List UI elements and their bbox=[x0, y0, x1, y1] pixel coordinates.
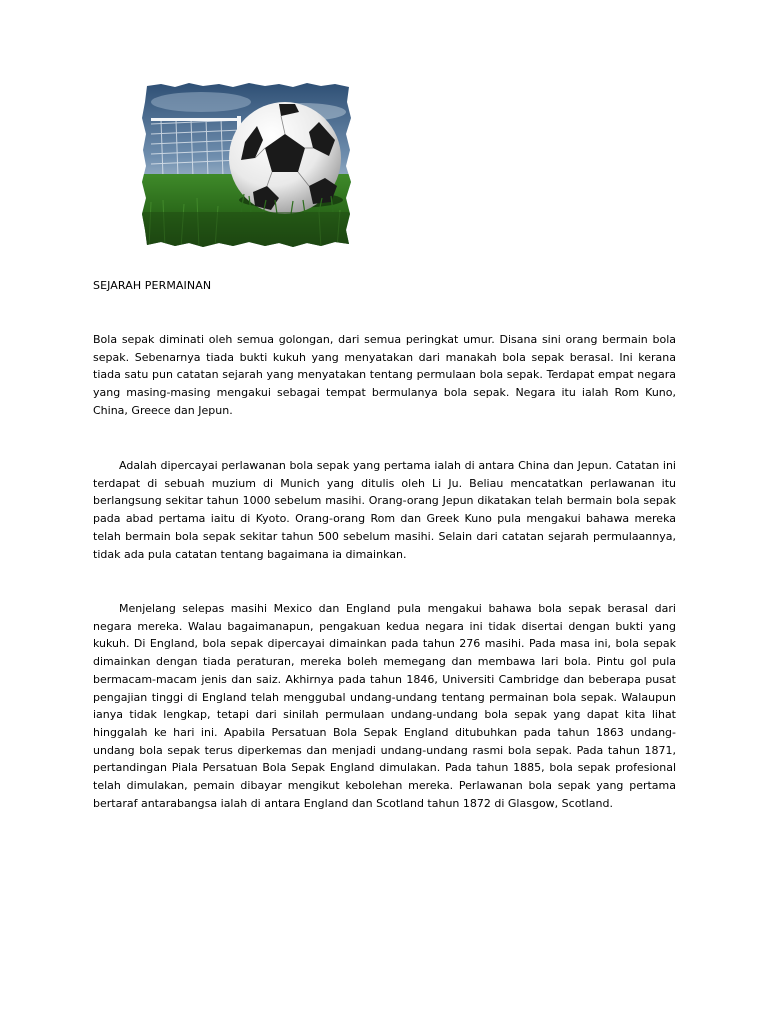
paragraph-china-japan: Adalah dipercayai perlawanan bola sepak yang pertama ialah di antara China dan Jepun. Catatan ini terdapat di sebuah muzium di Munich yang ditulis oleh Li Ju. Beliau mencatatkan perlawanan itu berlangsung sekitar tahun 1000 sebelum masihi. Orang-orang Jepun dikatakan telah bermain bola sepak pada abad pertama iaitu di Kyoto. Orang-orang Rom dan Greek Kuno pula mengakui bahawa mereka telah bermain bola sepak sekitar tahun 500 sebelum masihi. Selain dari catatan sejarah permulaannya, tidak ada pula catatan tentang bagaimana ia dimainkan. bbox=[93, 459, 676, 561]
paragraph-england-history: Menjelang selepas masihi Mexico dan England pula mengakui bahawa bola sepak berasal dari negara mereka. Walau bagaimanapun, pengakuan kedua negara ini tidak disertai dengan bukti yang kukuh. Di England, bola sepak dipercayai dimainkan pada tahun 276 masihi. Pada masa ini, bola sepak dimainkan dengan tiada peraturan, mereka boleh memegang dan membawa lari bola. Pintu gol pula bermacam-macam jenis dan saiz. Akhirnya pada tahun 1846, Universiti Cambridge dan beberapa pusat pengajian tinggi di England telah menggubal undang-undang tentang permainan bola sepak. Walaupun ianya tidak lengkap, tetapi dari sinilah permulaan undang-undang bola sepak yang dapat kita lihat hinggalah ke hari ini. Apabila Persatuan Bola Sepak England ditubuhkan pada tahun 1863 undang-undang bola sepak terus diperkemas dan menjadi undang-undang rasmi bola sepak. Pada tahun 1871, pertandingan Piala Persatuan Bola Sepak England dimulakan. Pada tahun 1885, bola sepak profesional telah dimulakan, pemain dibayar mengikut kebolehan mereka. Perlawanan bola sepak yang pertama bertaraf antarabangsa ialah di antara England dan Scotland tahun 1872 di Glasgow, Scotland. bbox=[93, 602, 676, 810]
paragraph-intro: Bola sepak diminati oleh semua golongan, dari semua peringkat umur. Disana sini orang bermain bola sepak. Sebenarnya tiada bukti kukuh yang menyatakan dari manakah bola sepak berasal. Ini kerana tiada satu pun catatan sejarah yang menyatakan tentang permulaan bola sepak. Terdapat empat negara yang masing-masing mengakui sebagai tempat bermulanya bola sepak. Negara itu ialah Rom Kuno, China, Greece dan Jepun. bbox=[93, 333, 676, 417]
document-heading: SEJARAH PERMAINAN bbox=[93, 279, 212, 292]
soccer-ball-photo bbox=[141, 82, 353, 248]
